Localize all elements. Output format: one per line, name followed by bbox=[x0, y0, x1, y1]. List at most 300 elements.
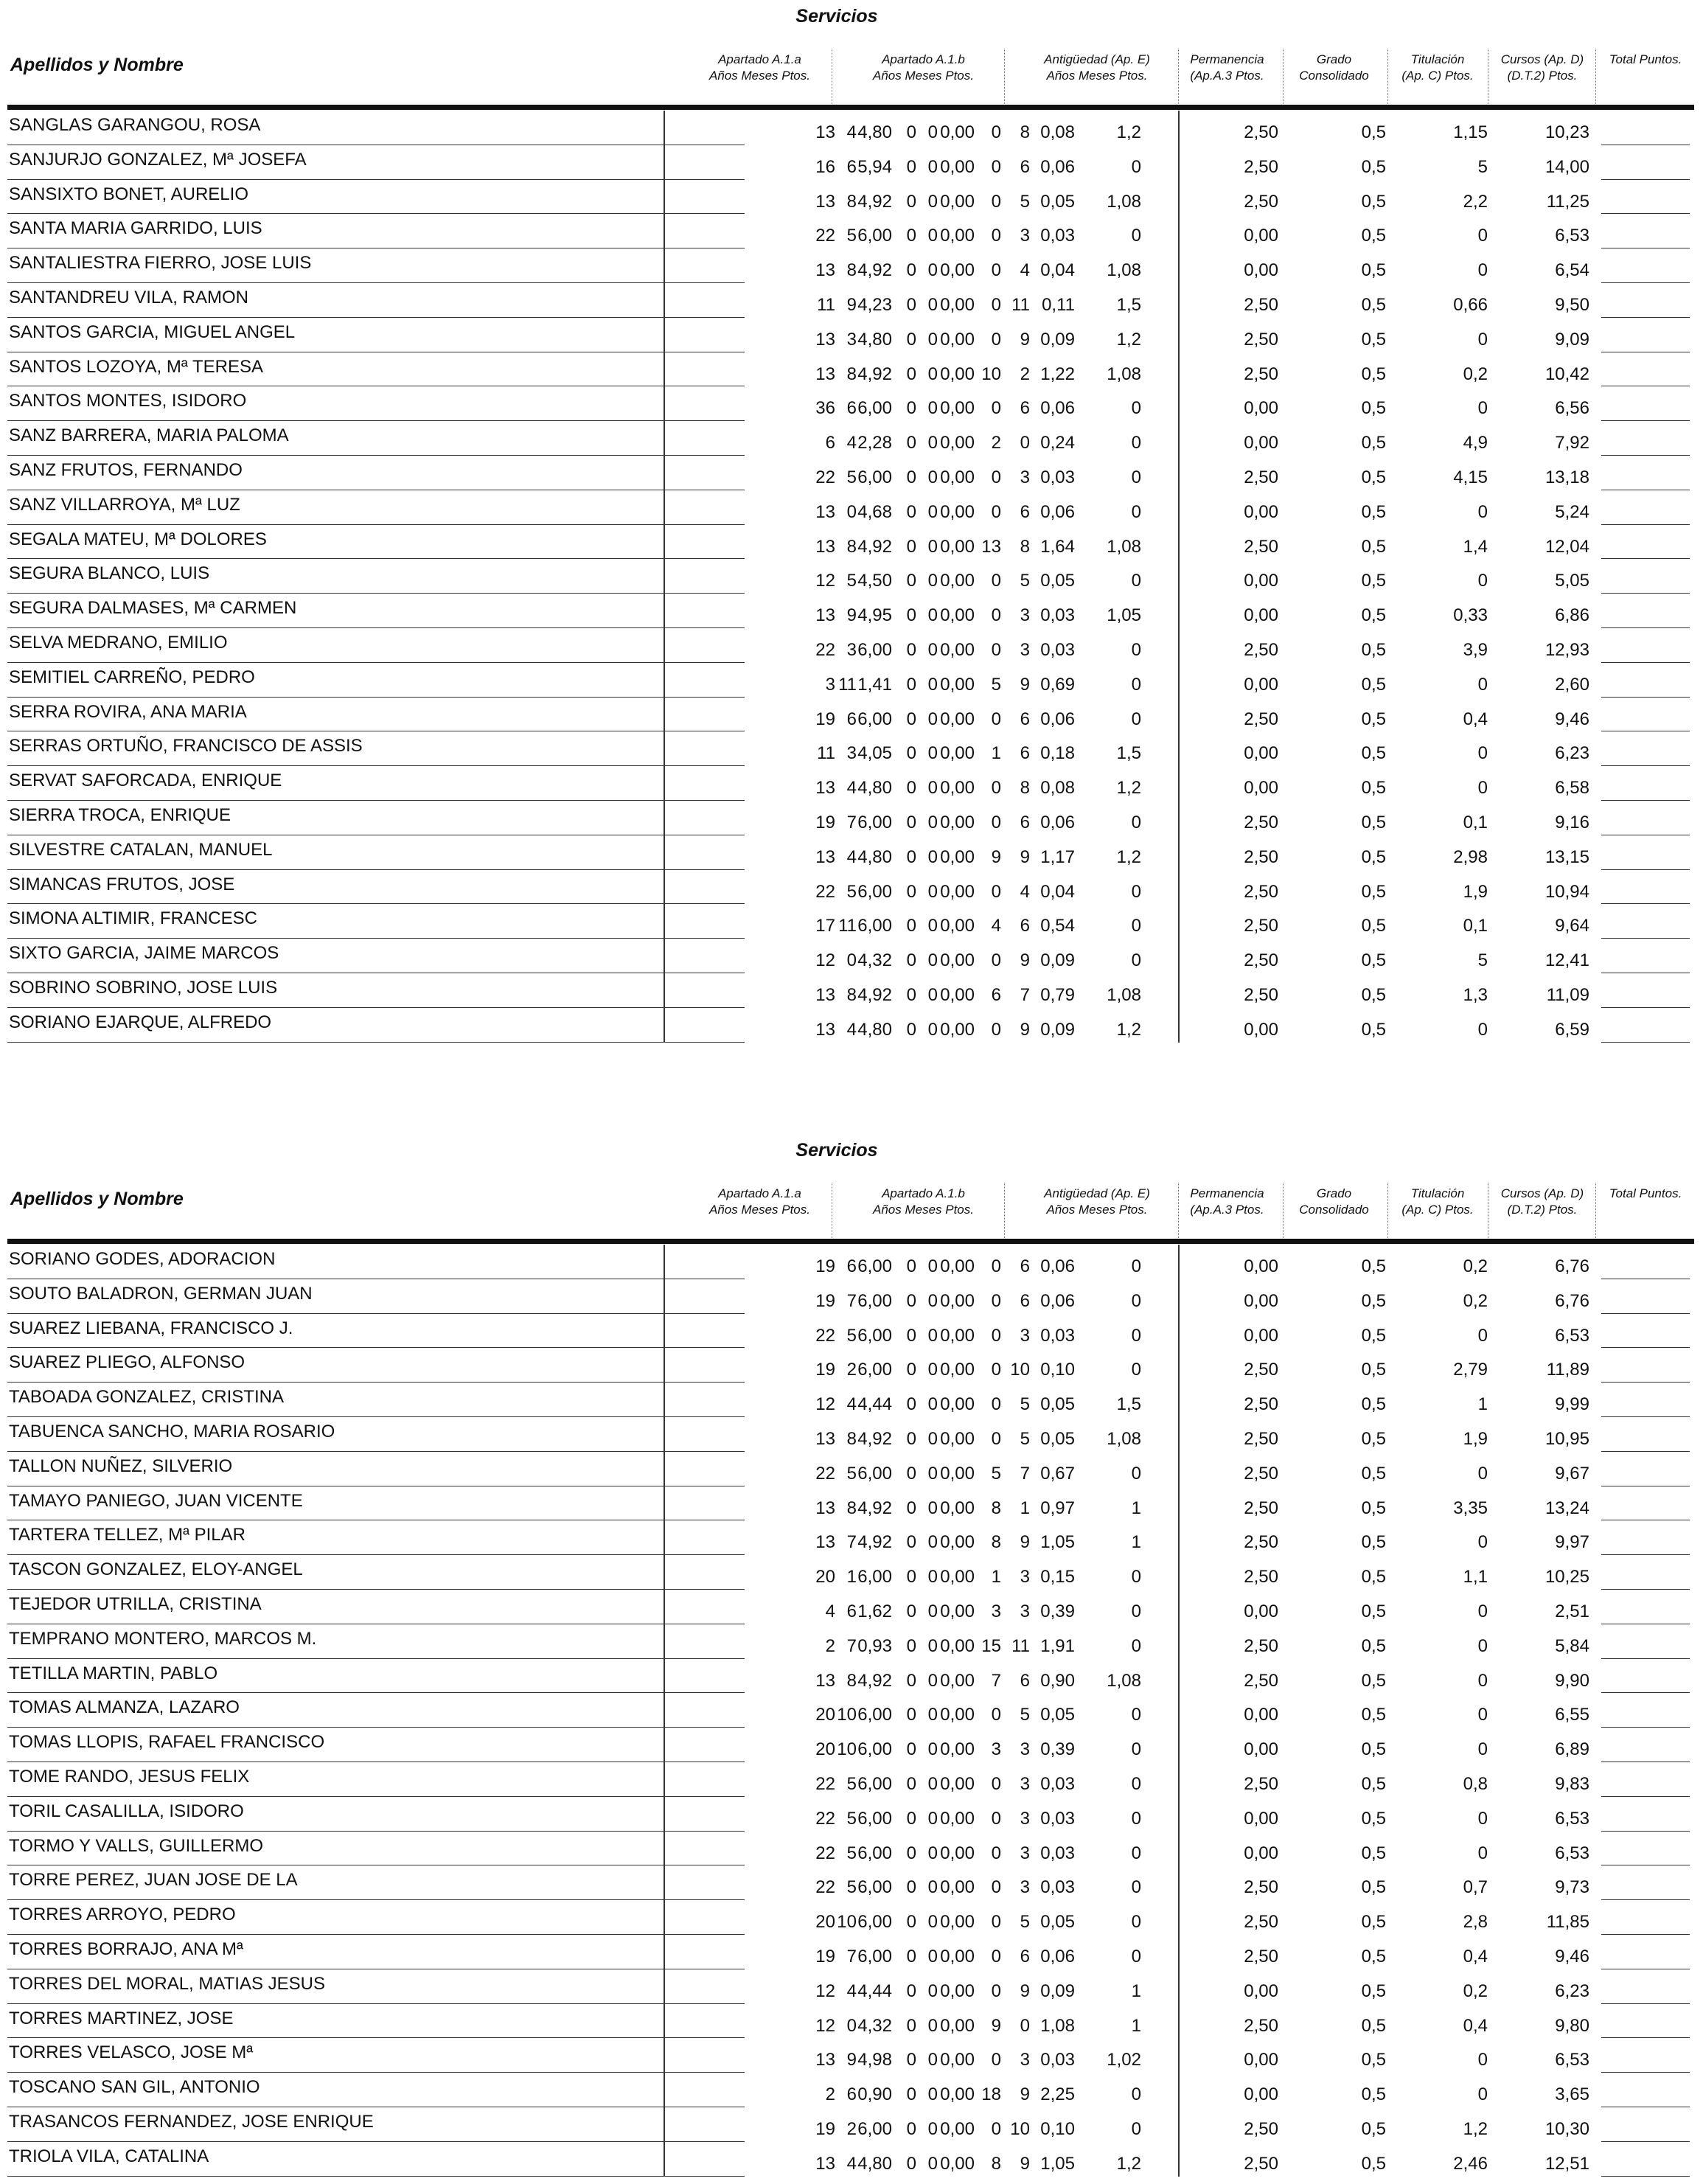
table-row bbox=[0, 456, 1696, 490]
cell-col-8: 3 bbox=[1020, 1567, 1030, 1587]
cell-col-11: 0,00 bbox=[1244, 501, 1278, 522]
cell-col-7: 5 bbox=[991, 1463, 1001, 1484]
cell-col-7: 9 bbox=[991, 2015, 1001, 2036]
cell-col-10: 0 bbox=[1131, 2118, 1141, 2139]
cell-col-2: 4 bbox=[846, 433, 857, 453]
header-a1b: Apartado A.1.b Años Meses Ptos. bbox=[872, 1186, 974, 1217]
cell-col-2: 6 bbox=[846, 156, 857, 177]
table-row bbox=[0, 801, 1696, 835]
cell-col-10: 1,2 bbox=[1116, 1019, 1141, 1040]
cell-col-7: 3 bbox=[991, 1739, 1001, 1760]
cell-col-4: 0 bbox=[906, 1808, 916, 1829]
cell-col-5: 0 bbox=[927, 433, 938, 453]
cell-col-4: 0 bbox=[906, 1980, 916, 2001]
cell-col-5: 0 bbox=[927, 1290, 938, 1311]
cell-col-6: 0,00 bbox=[940, 1843, 975, 1863]
cell-col-3: 4,92 bbox=[857, 191, 892, 212]
table-row bbox=[0, 904, 1696, 939]
cell-col-6: 0,00 bbox=[940, 639, 975, 660]
cell-col-14: 9,73 bbox=[1555, 1877, 1589, 1898]
cell-col-3: 2,28 bbox=[857, 433, 892, 453]
person-name: SOUTO BALADRON, GERMAN JUAN bbox=[9, 1283, 313, 1304]
table-row bbox=[0, 214, 1696, 248]
cell-col-5: 0 bbox=[927, 1463, 938, 1484]
table-row bbox=[0, 731, 1696, 766]
cell-col-5: 0 bbox=[927, 1946, 938, 1966]
table-row bbox=[0, 663, 1696, 698]
cell-col-10: 1,2 bbox=[1116, 329, 1141, 349]
cell-col-13: 0 bbox=[1477, 674, 1488, 695]
row-rule bbox=[7, 2176, 745, 2177]
cell-col-10: 0 bbox=[1131, 1877, 1141, 1898]
cell-col-6: 0,00 bbox=[940, 1980, 975, 2001]
cell-col-11: 2,50 bbox=[1244, 1394, 1278, 1415]
cell-col-4: 0 bbox=[906, 1567, 916, 1587]
cell-col-12: 0,5 bbox=[1361, 605, 1386, 626]
cell-col-8: 9 bbox=[1020, 1532, 1030, 1553]
person-name: TAMAYO PANIEGO, JUAN VICENTE bbox=[9, 1490, 303, 1511]
cell-col-8: 3 bbox=[1020, 605, 1030, 626]
cell-col-2: 1 bbox=[846, 1567, 857, 1587]
cell-col-4: 0 bbox=[906, 984, 916, 1005]
cell-col-5: 0 bbox=[927, 1808, 938, 1829]
cell-col-8: 5 bbox=[1020, 1394, 1030, 1415]
header-permanencia: Permanencia (Ap.A.3 Ptos. bbox=[1190, 1186, 1264, 1217]
header-grado: Grado Consolidado bbox=[1299, 52, 1369, 83]
cell-col-4: 0 bbox=[906, 467, 916, 487]
cell-col-12: 0,5 bbox=[1361, 1290, 1386, 1311]
cell-col-12: 0,5 bbox=[1361, 1498, 1386, 1518]
cell-col-8: 9 bbox=[1020, 674, 1030, 695]
cell-col-8: 3 bbox=[1020, 467, 1030, 487]
cell-col-2: 5 bbox=[846, 1843, 857, 1863]
cell-col-13: 0 bbox=[1477, 1019, 1488, 1040]
cell-col-12: 0,5 bbox=[1361, 329, 1386, 349]
cell-col-10: 0 bbox=[1131, 433, 1141, 453]
cell-col-4: 0 bbox=[906, 846, 916, 867]
cell-col-5: 0 bbox=[927, 1428, 938, 1449]
cell-col-4: 0 bbox=[906, 1532, 916, 1553]
cell-col-7: 5 bbox=[991, 674, 1001, 695]
cell-col-9: 1,05 bbox=[1040, 2153, 1075, 2174]
cell-col-14: 6,59 bbox=[1555, 1019, 1589, 1040]
person-name: SILVESTRE CATALAN, MANUEL bbox=[9, 839, 273, 860]
cell-col-12: 0,5 bbox=[1361, 1019, 1386, 1040]
person-name: SANGLAS GARANGOU, ROSA bbox=[9, 115, 261, 135]
cell-col-3: 6,00 bbox=[857, 881, 892, 902]
cell-col-5: 0 bbox=[927, 329, 938, 349]
cell-col-12: 0,5 bbox=[1361, 433, 1386, 453]
cell-col-6: 0,00 bbox=[940, 536, 975, 557]
cell-col-1: 22 bbox=[815, 1325, 835, 1346]
cell-col-12: 0,5 bbox=[1361, 1670, 1386, 1691]
cell-col-5: 0 bbox=[927, 1843, 938, 1863]
section-title: Servicios bbox=[795, 1140, 878, 1161]
cell-col-7: 0 bbox=[991, 605, 1001, 626]
cell-col-12: 0,5 bbox=[1361, 122, 1386, 142]
cell-col-14: 12,51 bbox=[1544, 2153, 1589, 2174]
cell-col-7: 0 bbox=[991, 709, 1001, 729]
cell-col-8: 6 bbox=[1020, 156, 1030, 177]
cell-col-6: 0,00 bbox=[940, 2118, 975, 2139]
cell-col-14: 12,41 bbox=[1544, 950, 1589, 971]
cell-col-12: 0,5 bbox=[1361, 743, 1386, 764]
cell-col-8: 8 bbox=[1020, 122, 1030, 142]
cell-col-12: 0,5 bbox=[1361, 950, 1386, 971]
cell-col-10: 0 bbox=[1131, 1290, 1141, 1311]
cell-col-3: 5,94 bbox=[857, 156, 892, 177]
cell-col-6: 0,00 bbox=[940, 1705, 975, 1725]
cell-col-4: 0 bbox=[906, 1912, 916, 1933]
table-row bbox=[0, 248, 1696, 283]
cell-col-6: 0,00 bbox=[940, 984, 975, 1005]
cell-col-12: 0,5 bbox=[1361, 1325, 1386, 1346]
cell-col-14: 5,84 bbox=[1555, 1635, 1589, 1656]
cell-col-2: 2 bbox=[846, 1360, 857, 1380]
table-row bbox=[0, 1486, 1696, 1521]
cell-col-12: 0,5 bbox=[1361, 294, 1386, 315]
cell-col-1: 13 bbox=[815, 778, 835, 799]
table-row bbox=[0, 1728, 1696, 1762]
cell-col-2: 8 bbox=[846, 191, 857, 212]
cell-col-6: 0,00 bbox=[940, 1601, 975, 1621]
cell-col-2: 4 bbox=[846, 846, 857, 867]
cell-col-7: 6 bbox=[991, 984, 1001, 1005]
cell-col-11: 2,50 bbox=[1244, 2153, 1278, 2174]
cell-col-13: 0 bbox=[1477, 1532, 1488, 1553]
cell-col-6: 0,00 bbox=[940, 950, 975, 971]
cell-col-13: 0 bbox=[1477, 329, 1488, 349]
cell-col-6: 0,00 bbox=[940, 433, 975, 453]
table-row bbox=[0, 870, 1696, 905]
cell-col-5: 0 bbox=[927, 294, 938, 315]
cell-col-11: 2,50 bbox=[1244, 709, 1278, 729]
cell-col-10: 0 bbox=[1131, 1635, 1141, 1656]
cell-col-14: 13,18 bbox=[1544, 467, 1589, 487]
cell-col-7: 8 bbox=[991, 2153, 1001, 2174]
cell-col-3: 6,00 bbox=[857, 1705, 892, 1725]
cell-col-12: 0,5 bbox=[1361, 1567, 1386, 1587]
cell-col-9: 1,17 bbox=[1040, 846, 1075, 867]
cell-col-12: 0,5 bbox=[1361, 1428, 1386, 1449]
cell-col-8: 8 bbox=[1020, 536, 1030, 557]
cell-col-5: 0 bbox=[927, 2118, 938, 2139]
cell-col-3: 6,00 bbox=[857, 1877, 892, 1898]
cell-col-5: 0 bbox=[927, 916, 938, 936]
cell-col-5: 0 bbox=[927, 743, 938, 764]
cell-col-6: 0,00 bbox=[940, 398, 975, 419]
cell-col-2: 10 bbox=[837, 1739, 857, 1760]
cell-col-6: 0,00 bbox=[940, 2153, 975, 2174]
cell-col-10: 1,02 bbox=[1107, 2050, 1141, 2070]
table-row bbox=[0, 386, 1696, 421]
cell-col-7: 0 bbox=[991, 1773, 1001, 1794]
cell-col-1: 19 bbox=[815, 1290, 835, 1311]
cell-col-12: 0,5 bbox=[1361, 1360, 1386, 1380]
cell-col-10: 0 bbox=[1131, 1463, 1141, 1484]
cell-col-9: 0,05 bbox=[1040, 1394, 1075, 1415]
cell-col-13: 1,2 bbox=[1463, 2118, 1488, 2139]
cell-col-13: 0,4 bbox=[1463, 1946, 1488, 1966]
cell-col-3: 0,93 bbox=[857, 1635, 892, 1656]
table-row bbox=[0, 1900, 1696, 1935]
cell-col-9: 0,05 bbox=[1040, 571, 1075, 591]
cell-col-2: 11 bbox=[838, 674, 857, 695]
cell-col-14: 2,60 bbox=[1555, 674, 1589, 695]
cell-col-8: 6 bbox=[1020, 709, 1030, 729]
cell-col-12: 0,5 bbox=[1361, 226, 1386, 246]
cell-col-14: 9,80 bbox=[1555, 2015, 1589, 2036]
cell-col-2: 9 bbox=[846, 294, 857, 315]
cell-col-9: 0,08 bbox=[1040, 778, 1075, 799]
table-row bbox=[0, 939, 1696, 973]
cell-col-14: 6,53 bbox=[1555, 1325, 1589, 1346]
cell-col-7: 0 bbox=[991, 812, 1001, 832]
cell-col-3: 6,00 bbox=[857, 226, 892, 246]
cell-col-3: 4,80 bbox=[857, 846, 892, 867]
table-row bbox=[0, 1452, 1696, 1486]
cell-col-8: 6 bbox=[1020, 1946, 1030, 1966]
cell-col-12: 0,5 bbox=[1361, 364, 1386, 384]
cell-col-9: 0,06 bbox=[1040, 1946, 1075, 1966]
cell-col-8: 3 bbox=[1020, 1325, 1030, 1346]
cell-col-10: 1 bbox=[1131, 1532, 1141, 1553]
cell-col-4: 0 bbox=[906, 1877, 916, 1898]
cell-col-6: 0,00 bbox=[940, 260, 975, 281]
table-row bbox=[0, 1659, 1696, 1694]
cell-col-3: 4,44 bbox=[857, 1980, 892, 2001]
cell-col-11: 2,50 bbox=[1244, 950, 1278, 971]
cell-col-13: 3,35 bbox=[1453, 1498, 1488, 1518]
cell-col-8: 6 bbox=[1020, 743, 1030, 764]
person-name: SERRAS ORTUÑO, FRANCISCO DE ASSIS bbox=[9, 736, 363, 757]
cell-col-5: 0 bbox=[927, 1325, 938, 1346]
cell-col-9: 0,06 bbox=[1040, 156, 1075, 177]
cell-col-1: 22 bbox=[815, 1808, 835, 1829]
cell-col-6: 0,00 bbox=[940, 191, 975, 212]
cell-col-1: 13 bbox=[815, 1532, 835, 1553]
cell-col-4: 0 bbox=[906, 364, 916, 384]
cell-col-9: 0,03 bbox=[1040, 1877, 1075, 1898]
cell-col-2: 2 bbox=[846, 2118, 857, 2139]
cell-col-2: 8 bbox=[846, 260, 857, 281]
cell-col-1: 13 bbox=[815, 846, 835, 867]
cell-col-7: 0 bbox=[991, 1946, 1001, 1966]
cell-col-4: 0 bbox=[906, 2153, 916, 2174]
cell-col-2: 11 bbox=[838, 916, 857, 936]
cell-col-9: 0,39 bbox=[1040, 1739, 1075, 1760]
cell-col-11: 0,00 bbox=[1244, 2084, 1278, 2105]
cell-col-10: 1,2 bbox=[1116, 122, 1141, 142]
cell-col-9: 0,06 bbox=[1040, 709, 1075, 729]
cell-col-6: 0,00 bbox=[940, 467, 975, 487]
cell-col-8: 5 bbox=[1020, 191, 1030, 212]
cell-col-5: 0 bbox=[927, 467, 938, 487]
cell-col-9: 1,08 bbox=[1040, 2015, 1075, 2036]
cell-col-10: 0 bbox=[1131, 709, 1141, 729]
cell-col-7: 0 bbox=[991, 571, 1001, 591]
person-name: TABOADA GONZALEZ, CRISTINA bbox=[9, 1387, 284, 1408]
cell-col-1: 12 bbox=[815, 1980, 835, 2001]
cell-col-2: 6 bbox=[846, 1601, 857, 1621]
cell-col-4: 0 bbox=[906, 2050, 916, 2070]
cell-col-14: 6,53 bbox=[1555, 1808, 1589, 1829]
cell-col-5: 0 bbox=[927, 1256, 938, 1276]
person-name: TABUENCA SANCHO, MARIA ROSARIO bbox=[9, 1421, 335, 1441]
cell-col-11: 0,00 bbox=[1244, 2050, 1278, 2070]
cell-col-4: 0 bbox=[906, 950, 916, 971]
cell-col-11: 2,50 bbox=[1244, 329, 1278, 349]
person-name: TOMAS LLOPIS, RAFAEL FRANCISCO bbox=[9, 1732, 325, 1753]
cell-col-11: 2,50 bbox=[1244, 536, 1278, 557]
cell-col-2: 8 bbox=[846, 1498, 857, 1518]
cell-col-9: 0,03 bbox=[1040, 1773, 1075, 1794]
cell-col-11: 2,50 bbox=[1244, 191, 1278, 212]
person-name: SEMITIEL CARREÑO, PEDRO bbox=[9, 667, 255, 687]
cell-col-10: 0 bbox=[1131, 812, 1141, 832]
cell-col-7: 0 bbox=[991, 1912, 1001, 1933]
cell-col-10: 0 bbox=[1131, 1946, 1141, 1966]
cell-col-3: 4,50 bbox=[857, 571, 892, 591]
header-total: Total Puntos. bbox=[1609, 52, 1682, 66]
cell-col-9: 0,39 bbox=[1040, 1601, 1075, 1621]
cell-col-6: 0,00 bbox=[940, 2015, 975, 2036]
table-row bbox=[0, 525, 1696, 560]
cell-col-5: 0 bbox=[927, 605, 938, 626]
person-name: SERRA ROVIRA, ANA MARIA bbox=[9, 701, 247, 722]
cell-col-6: 0,00 bbox=[940, 501, 975, 522]
cell-col-1: 20 bbox=[815, 1912, 835, 1933]
table-row bbox=[0, 835, 1696, 870]
cell-col-5: 0 bbox=[927, 1912, 938, 1933]
cell-col-10: 1 bbox=[1131, 1980, 1141, 2001]
person-name: SIMANCAS FRUTOS, JOSE bbox=[9, 874, 235, 894]
cell-col-10: 1 bbox=[1131, 1498, 1141, 1518]
cell-col-12: 0,5 bbox=[1361, 709, 1386, 729]
cell-col-13: 0,7 bbox=[1463, 1877, 1488, 1898]
cell-col-10: 0 bbox=[1131, 1843, 1141, 1863]
cell-col-9: 0,06 bbox=[1040, 1290, 1075, 1311]
cell-col-12: 0,5 bbox=[1361, 571, 1386, 591]
cell-col-2: 0 bbox=[846, 950, 857, 971]
cell-col-10: 1,5 bbox=[1116, 1394, 1141, 1415]
table-row bbox=[0, 1935, 1696, 1969]
cell-col-11: 0,00 bbox=[1244, 1843, 1278, 1863]
person-name: TORRE PEREZ, JUAN JOSE DE LA bbox=[9, 1870, 298, 1891]
cell-col-3: 6,00 bbox=[857, 1843, 892, 1863]
cell-col-7: 0 bbox=[991, 1705, 1001, 1725]
cell-col-11: 2,50 bbox=[1244, 122, 1278, 142]
cell-col-6: 0,00 bbox=[940, 916, 975, 936]
cell-col-13: 2,98 bbox=[1453, 846, 1488, 867]
cell-col-10: 1,08 bbox=[1107, 536, 1141, 557]
cell-col-10: 0 bbox=[1131, 1601, 1141, 1621]
cell-col-5: 0 bbox=[927, 846, 938, 867]
cell-col-8: 3 bbox=[1020, 226, 1030, 246]
cell-col-1: 16 bbox=[815, 156, 835, 177]
cell-col-1: 19 bbox=[815, 1946, 835, 1966]
total-rule bbox=[1601, 2176, 1690, 2177]
cell-col-2: 6 bbox=[846, 398, 857, 419]
cell-col-7: 0 bbox=[991, 950, 1001, 971]
person-name: TORRES DEL MORAL, MATIAS JESUS bbox=[9, 1973, 325, 1994]
cell-col-5: 0 bbox=[927, 2015, 938, 2036]
table-header bbox=[0, 49, 1696, 104]
cell-col-10: 0 bbox=[1131, 1360, 1141, 1380]
cell-col-6: 0,00 bbox=[940, 1428, 975, 1449]
cell-col-12: 0,5 bbox=[1361, 1705, 1386, 1725]
header-rule bbox=[7, 105, 1694, 110]
cell-col-12: 0,5 bbox=[1361, 2050, 1386, 2070]
cell-col-6: 0,00 bbox=[940, 743, 975, 764]
cell-col-4: 0 bbox=[906, 571, 916, 591]
cell-col-1: 12 bbox=[815, 571, 835, 591]
person-name: SANZ BARRERA, MARIA PALOMA bbox=[9, 425, 289, 446]
cell-col-12: 0,5 bbox=[1361, 2084, 1386, 2105]
cell-col-6: 0,00 bbox=[940, 226, 975, 246]
table-row bbox=[0, 352, 1696, 387]
cell-col-12: 0,5 bbox=[1361, 674, 1386, 695]
person-name: SEGURA DALMASES, Mª CARMEN bbox=[9, 598, 297, 619]
cell-col-11: 0,00 bbox=[1244, 433, 1278, 453]
person-name: SIMONA ALTIMIR, FRANCESC bbox=[9, 908, 257, 929]
header-titulacion: Titulación (Ap. C) Ptos. bbox=[1401, 52, 1474, 83]
cell-col-13: 2,8 bbox=[1463, 1912, 1488, 1933]
cell-col-12: 0,5 bbox=[1361, 881, 1386, 902]
cell-col-9: 0,10 bbox=[1040, 1360, 1075, 1380]
cell-col-11: 2,50 bbox=[1244, 2118, 1278, 2139]
cell-col-10: 1,08 bbox=[1107, 364, 1141, 384]
cell-col-8: 6 bbox=[1020, 398, 1030, 419]
cell-col-6: 0,00 bbox=[940, 1877, 975, 1898]
cell-col-5: 0 bbox=[927, 674, 938, 695]
cell-col-1: 13 bbox=[815, 1019, 835, 1040]
table-row bbox=[0, 490, 1696, 525]
cell-col-1: 13 bbox=[815, 191, 835, 212]
cell-col-4: 0 bbox=[906, 536, 916, 557]
cell-col-3: 6,00 bbox=[857, 398, 892, 419]
cell-col-7: 18 bbox=[981, 2084, 1001, 2105]
cell-col-14: 14,00 bbox=[1544, 156, 1589, 177]
table-row bbox=[0, 1383, 1696, 1417]
cell-col-8: 3 bbox=[1020, 1773, 1030, 1794]
cell-col-2: 7 bbox=[846, 812, 857, 832]
cell-col-9: 0,67 bbox=[1040, 1463, 1075, 1484]
cell-col-14: 5,05 bbox=[1555, 571, 1589, 591]
cell-col-12: 0,5 bbox=[1361, 1601, 1386, 1621]
header-name: Apellidos y Nombre bbox=[10, 55, 184, 75]
cell-col-11: 2,50 bbox=[1244, 1670, 1278, 1691]
cell-col-4: 0 bbox=[906, 294, 916, 315]
cell-col-5: 0 bbox=[927, 1635, 938, 1656]
cell-col-14: 9,09 bbox=[1555, 329, 1589, 349]
cell-col-8: 3 bbox=[1020, 1601, 1030, 1621]
cell-col-9: 0,04 bbox=[1040, 260, 1075, 281]
cell-col-5: 0 bbox=[927, 1019, 938, 1040]
cell-col-8: 0 bbox=[1020, 433, 1030, 453]
cell-col-2: 5 bbox=[846, 226, 857, 246]
cell-col-10: 0 bbox=[1131, 226, 1141, 246]
cell-col-8: 3 bbox=[1020, 1808, 1030, 1829]
cell-col-6: 0,00 bbox=[940, 294, 975, 315]
header-antiguedad: Antigüedad (Ap. E) Años Meses Ptos. bbox=[1044, 52, 1150, 83]
table-row bbox=[0, 1590, 1696, 1624]
person-name: SANTOS LOZOYA, Mª TERESA bbox=[9, 356, 263, 377]
cell-col-5: 0 bbox=[927, 1394, 938, 1415]
cell-col-7: 0 bbox=[991, 1019, 1001, 1040]
table-row bbox=[0, 1245, 1696, 1279]
table-row bbox=[0, 2073, 1696, 2107]
